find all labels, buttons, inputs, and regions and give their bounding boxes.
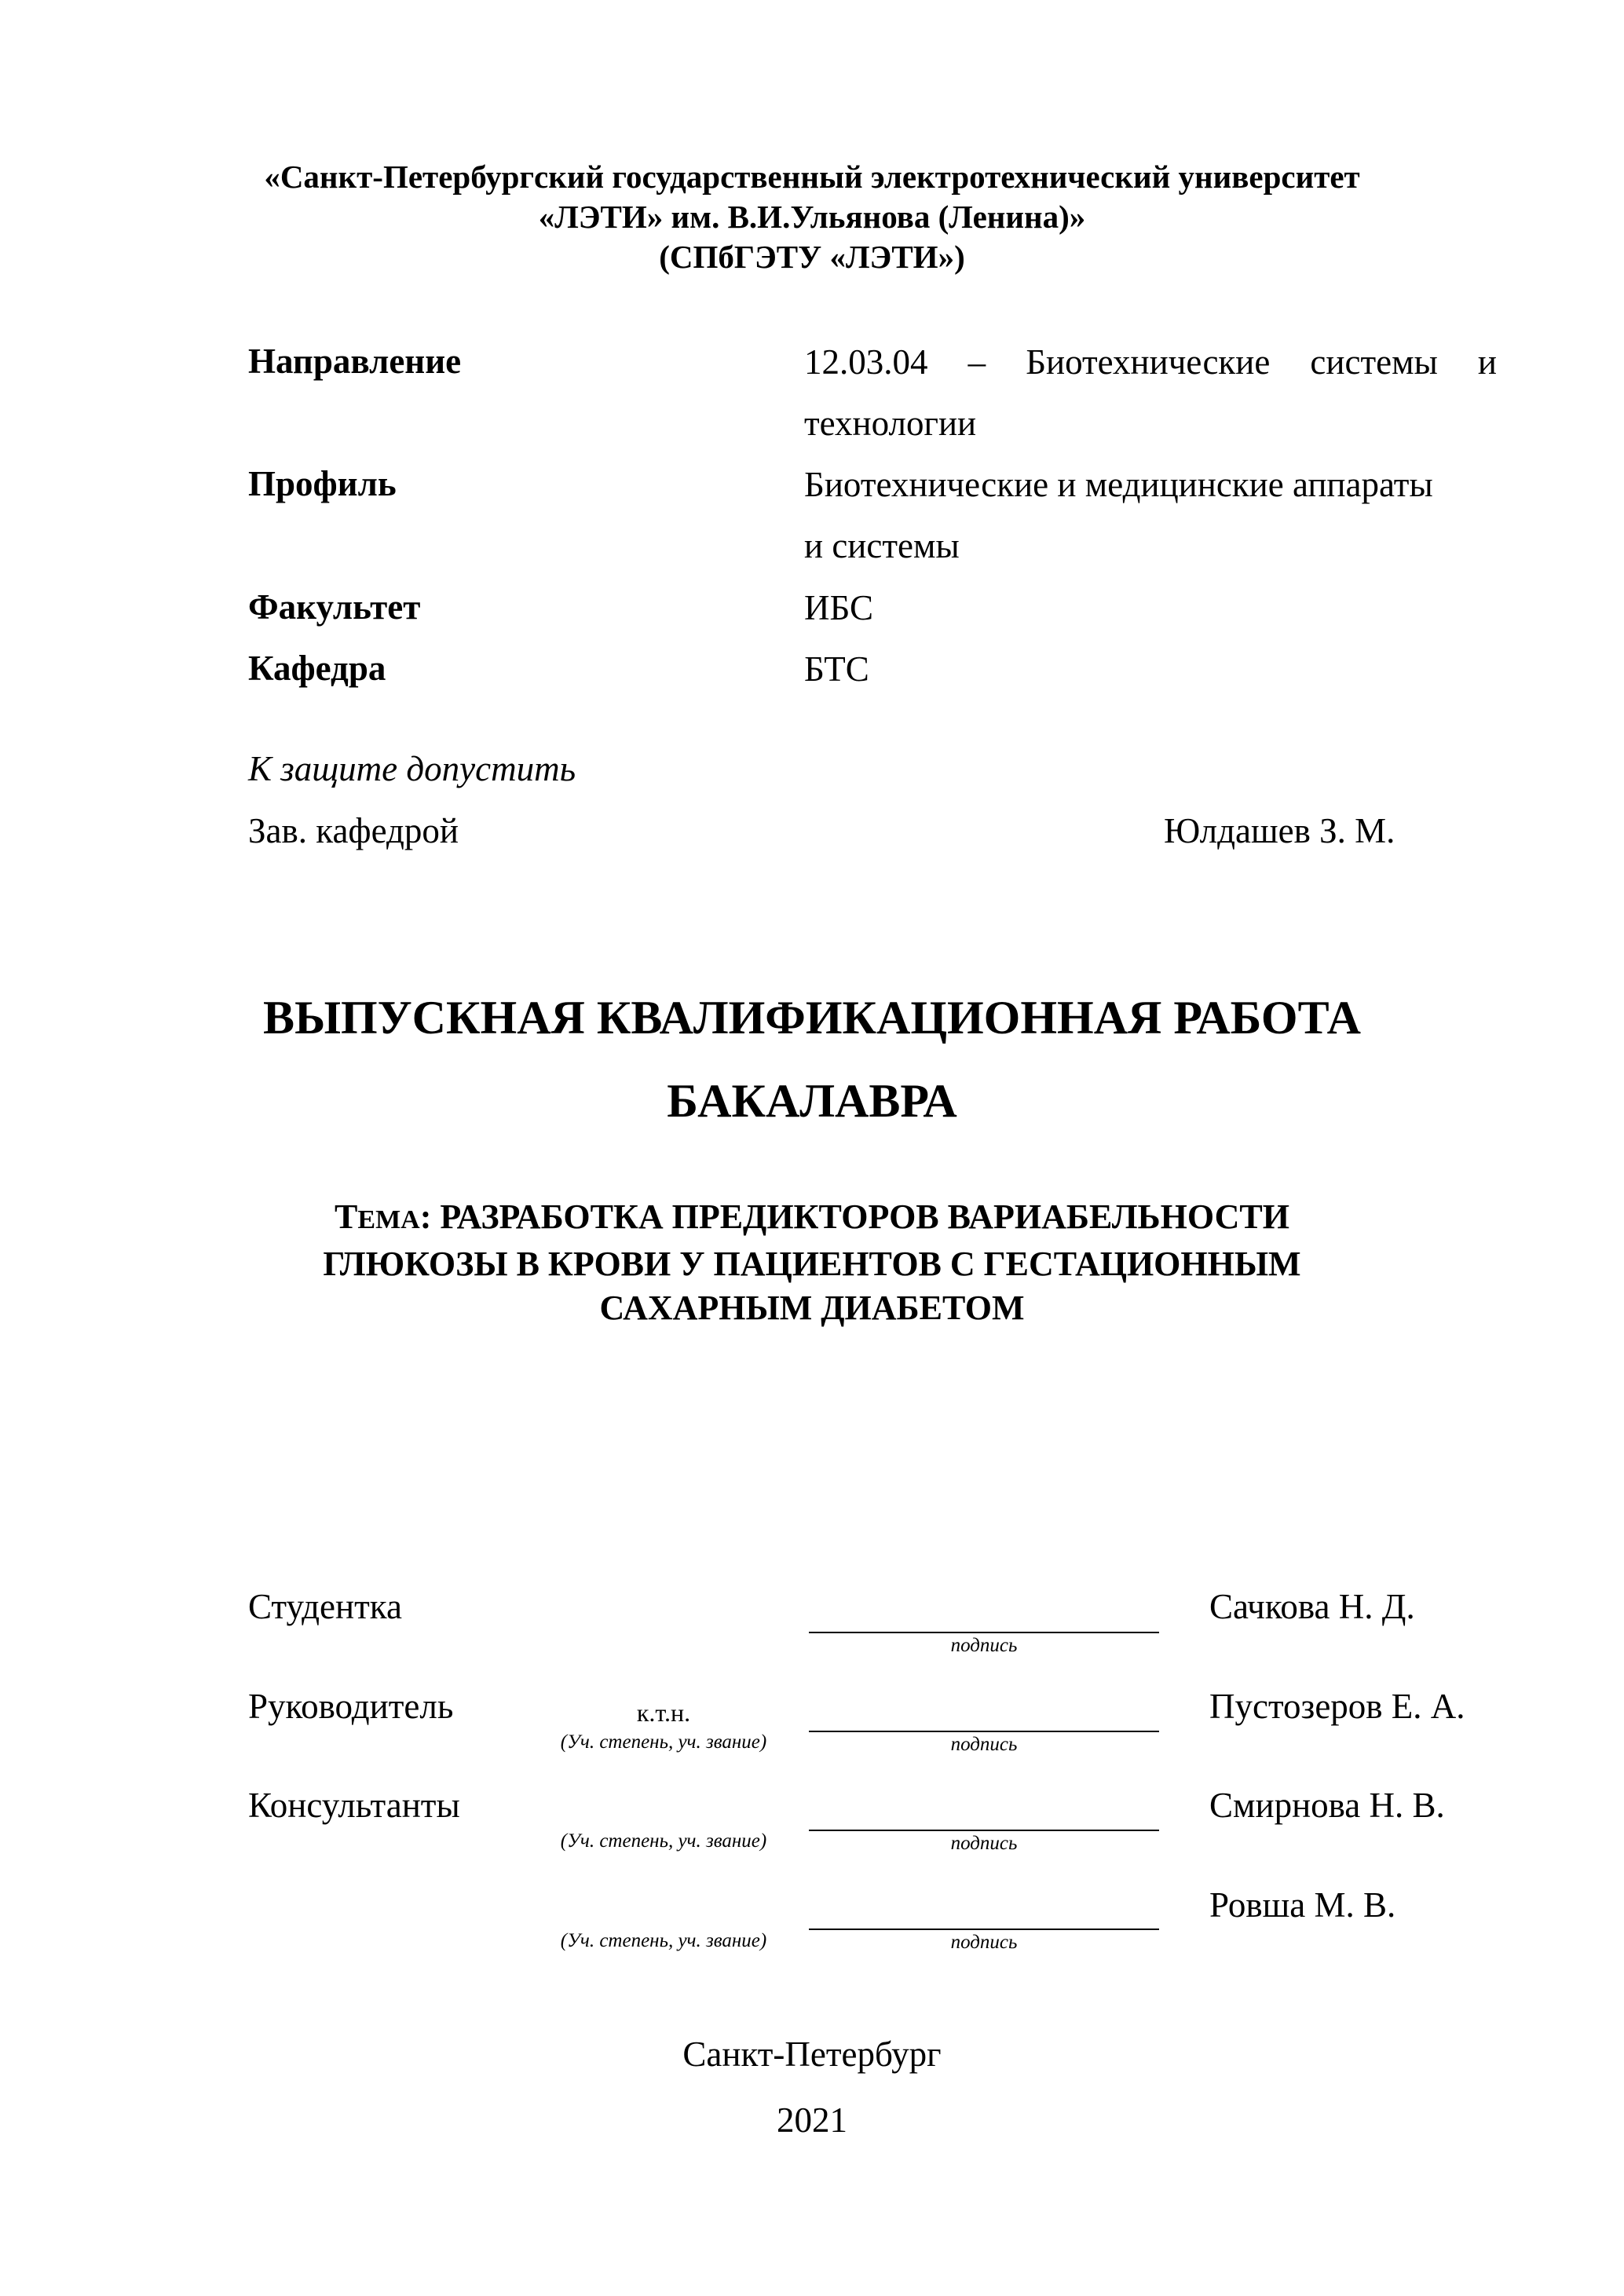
work-title-line1: ВЫПУСКНАЯ КВАЛИФИКАЦИОННАЯ РАБОТА xyxy=(263,992,1361,1044)
direction-value-line2: технологии xyxy=(804,404,977,443)
university-header xyxy=(0,157,1624,277)
head-of-department-name: Юлдашев З. М. xyxy=(1164,811,1395,850)
consultant1-name: Смирнова Н. В. xyxy=(1209,1786,1445,1825)
supervisor-degree-caption: (Уч. степень, уч. звание) xyxy=(560,1731,767,1753)
consultant2-signature-caption: подпись xyxy=(950,1932,1018,1953)
direction-value xyxy=(804,331,1497,454)
supervisor-name: Пустозеров Е. А. xyxy=(1209,1687,1465,1726)
supervisor-signature-line xyxy=(809,1731,1159,1732)
student-label: Студентка xyxy=(248,1587,402,1626)
profile-value xyxy=(804,454,1497,576)
profile-value-line2: и системы xyxy=(804,526,960,565)
admit-to-defense: К защите допустить xyxy=(248,749,576,788)
profile-label: Профиль xyxy=(248,464,397,503)
topic-line3: САХАРНЫМ ДИАБЕТОМ xyxy=(599,1289,1025,1327)
direction-label: Направление xyxy=(248,342,462,381)
department-value: БТС xyxy=(804,649,869,689)
supervisor-label: Руководитель xyxy=(248,1687,454,1726)
city: Санкт-Петербург xyxy=(682,2035,942,2074)
topic-prefix-first: Т xyxy=(335,1197,358,1236)
department-label: Кафедра xyxy=(248,649,386,688)
university-name-line2: «ЛЭТИ» им. В.И.Ульянова (Ленина)» xyxy=(538,199,1086,235)
student-name: Сачкова Н. Д. xyxy=(1209,1587,1415,1626)
thesis-topic xyxy=(0,1195,1624,1330)
profile-value-line1: Биотехнические и медицинские аппараты xyxy=(804,465,1433,504)
consultant2-signature-line xyxy=(809,1929,1159,1930)
university-name-line1: «Санкт-Петербургский государственный электротехнический университет xyxy=(264,159,1360,195)
supervisor-signature-caption: подпись xyxy=(950,1734,1018,1755)
direction-value-line1: 12.03.04 – Биотехнические системы и xyxy=(804,342,1497,382)
student-signature-line xyxy=(809,1632,1159,1633)
work-title-line2: БАКАЛАВРА xyxy=(667,1075,957,1127)
consultant2-name: Ровша М. В. xyxy=(1209,1885,1396,1925)
student-signature-caption: подпись xyxy=(950,1635,1018,1656)
university-abbreviation: (СПбГЭТУ «ЛЭТИ») xyxy=(659,239,965,275)
topic-prefix-colon: : xyxy=(419,1197,432,1236)
consultant1-signature-line xyxy=(809,1830,1159,1831)
consultant1-degree-caption: (Уч. степень, уч. звание) xyxy=(560,1830,767,1852)
faculty-label: Факультет xyxy=(248,587,421,627)
head-of-department-label: Зав. кафедрой xyxy=(248,811,459,850)
topic-prefix-rest: ЕМА xyxy=(357,1205,420,1234)
consultant2-degree-caption: (Уч. степень, уч. звание) xyxy=(560,1930,767,1951)
topic-line2: ГЛЮКОЗЫ В КРОВИ У ПАЦИЕНТОВ С ГЕСТАЦИОННЫМ xyxy=(323,1245,1301,1283)
supervisor-degree: к.т.н. xyxy=(636,1698,691,1727)
consultant1-signature-caption: подпись xyxy=(950,1833,1018,1854)
topic-line1-text: РАЗРАБОТКА ПРЕДИКТОРОВ ВАРИАБЕЛЬНОСТИ xyxy=(431,1197,1289,1236)
consultants-label: Консультанты xyxy=(248,1786,460,1825)
faculty-value: ИБС xyxy=(804,588,874,627)
topic-line1 xyxy=(0,1195,1624,1242)
year: 2021 xyxy=(777,2100,847,2140)
